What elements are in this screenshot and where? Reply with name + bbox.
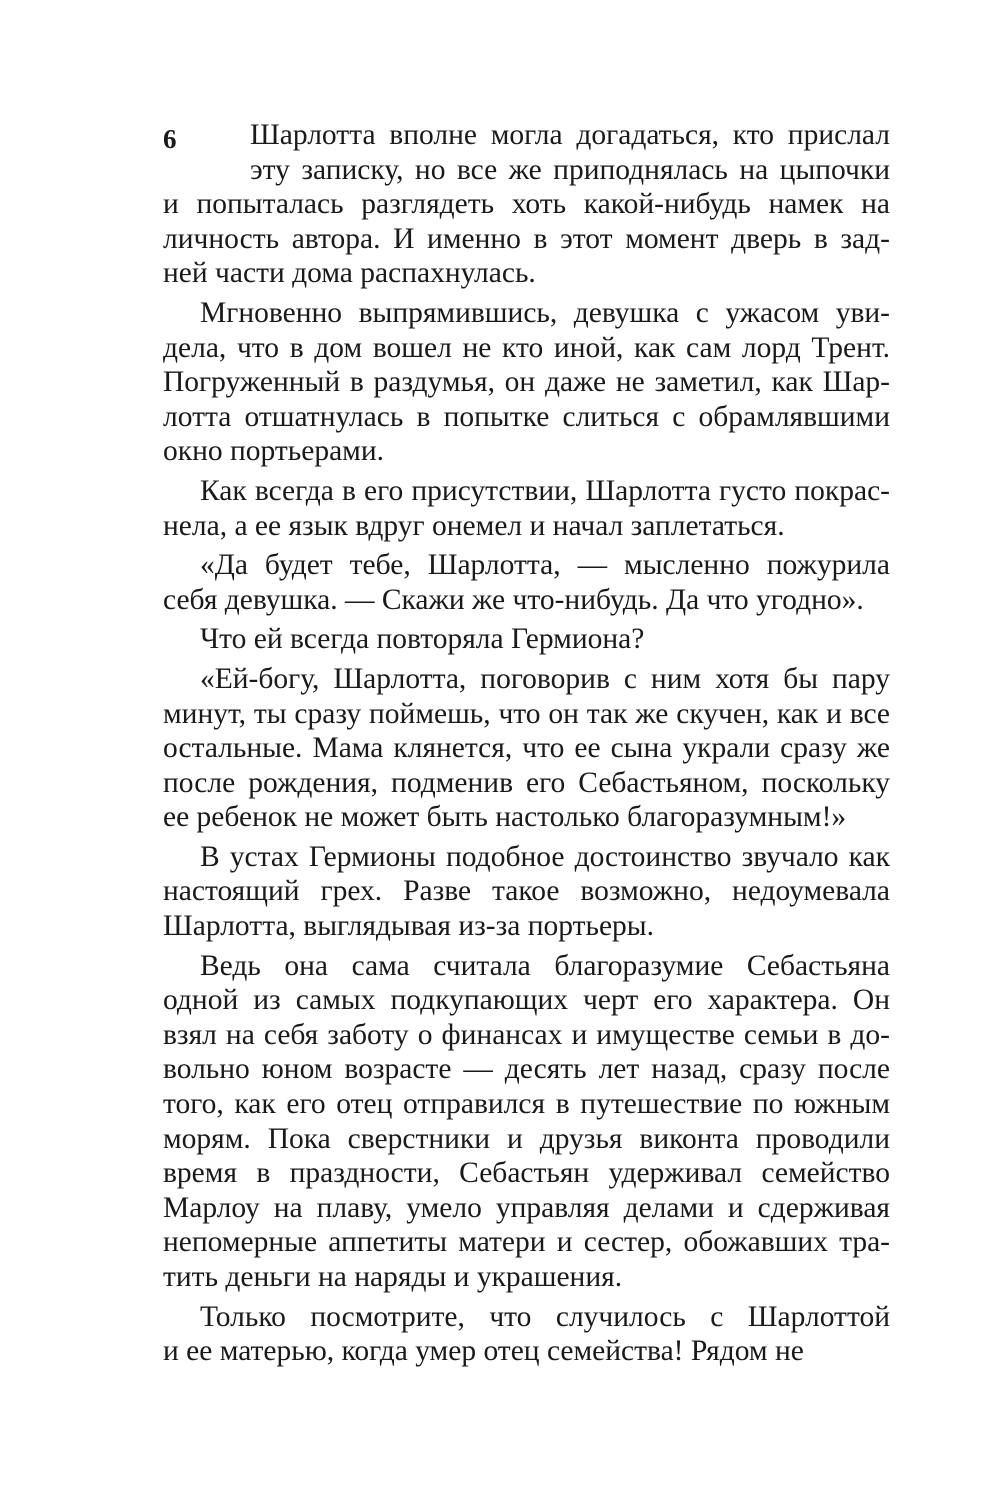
text-line: ее ребенок не может быть настолько благоразумным!» <box>163 801 847 834</box>
text-line: вольно юном возрасте — десять лет назад, сразу после <box>163 1053 890 1086</box>
text-line: Шарлотта вполне могла догадаться, кто прислал <box>250 119 890 151</box>
text-line: себя девушка. — Скажи же что-нибудь. Да что угодно». <box>163 583 864 616</box>
text-line: «Ей-богу, Шарлотта, поговорив с ним хотя бы пару <box>200 662 890 695</box>
text-line: Марлоу на плаву, умело управляя делами и сдерживая <box>163 1191 890 1224</box>
text-line: нела, а ее язык вдруг онемел и начал заплетаться. <box>163 509 785 542</box>
paragraph <box>163 949 890 1295</box>
text-line: время в праздности, Себастьян удерживал семейство <box>163 1157 890 1190</box>
text-line: того, как его отец отправился в путешествие по южным <box>163 1088 890 1121</box>
book-page <box>163 118 890 1369</box>
text-line: и попыталась разглядеть хоть какой-нибудь намек на <box>163 188 890 221</box>
text-line: морям. Пока сверстники и друзья виконта проводили <box>163 1122 890 1155</box>
text-line: Только посмотрите, что случилось с Шарлоттой <box>200 1300 890 1333</box>
text-line: «Да будет тебе, Шарлотта, — мысленно пожурила <box>200 549 890 582</box>
text-line: и ее матерью, когда умер отец семейства! Рядом не <box>163 1335 804 1368</box>
text-line: непомерные аппетиты матери и сестер, обожавших тра- <box>163 1226 890 1259</box>
text-line: остальные. Мама клянется, что ее сына украли сразу же <box>163 732 890 765</box>
paragraph <box>163 840 890 944</box>
paragraph <box>163 118 890 291</box>
text-line: одной из самых подкупающих черт его характера. Он <box>163 984 890 1017</box>
paragraph <box>163 622 890 657</box>
paragraph <box>163 1300 890 1369</box>
text-line: Шарлотта, выглядывая из-за портьеры. <box>163 910 654 943</box>
text-line: Ведь она сама считала благоразумие Себастьяна <box>200 949 890 982</box>
text-line: лотта отшатнулась в попытке слиться с обрамлявшими <box>163 400 890 433</box>
page-text <box>163 118 890 1369</box>
text-line: ней части дома распахнулась. <box>163 257 536 290</box>
text-line: В устах Гермионы подобное достоинство звучало как <box>200 840 890 873</box>
text-line: тить деньги на наряды и украшения. <box>163 1261 623 1293</box>
page-number: 6 <box>163 124 177 154</box>
paragraph <box>163 296 890 469</box>
text-line: дела, что в дом вошел не кто иной, как сам лорд Трент. <box>163 331 890 364</box>
text-line: после рождения, подменив его Себастьяном, поскольку <box>163 766 890 799</box>
text-line: настоящий грех. Разве такое возможно, недоумевала <box>163 875 890 908</box>
text-line: минут, ты сразу поймешь, что он так же скучен, как и все <box>163 697 890 730</box>
text-line: взял на себя заботу о финансах и имуществе семьи в до- <box>163 1018 890 1051</box>
text-line: Мгновенно выпрямившись, девушка с ужасом уви- <box>200 296 890 329</box>
text-line: Как всегда в его присутствии, Шарлотта густо покрас- <box>200 474 890 507</box>
text-line: эту записку, но все же приподнялась на цыпочки <box>250 153 890 186</box>
text-line: Погруженный в раздумья, он даже не заметил, как Шар- <box>163 366 890 399</box>
paragraph <box>163 662 890 835</box>
paragraph <box>163 474 890 543</box>
text-line: Что ей всегда повторяла Гермиона? <box>200 623 645 656</box>
text-line: личность автора. И именно в этот момент дверь в зад- <box>163 222 890 255</box>
paragraph <box>163 548 890 617</box>
text-line: окно портьерами. <box>163 435 385 468</box>
